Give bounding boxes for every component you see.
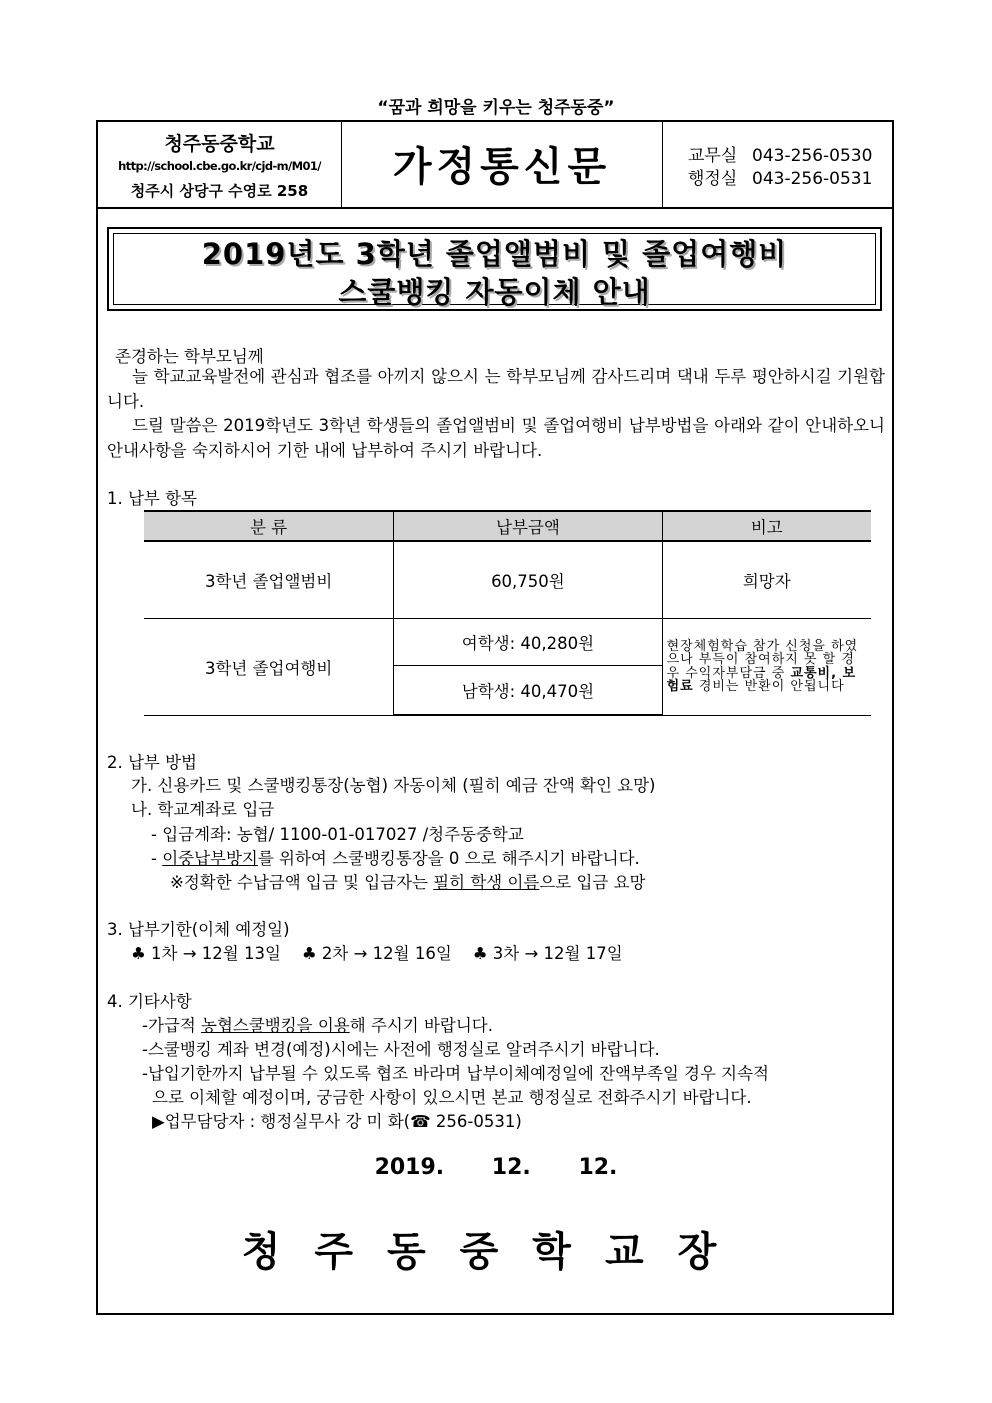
item1-underlined: 농협스쿨뱅킹을 이용	[201, 1016, 350, 1035]
notice-title-line1: 2019년도 3학년 졸업앨범비 및 졸업여행비	[201, 237, 788, 271]
issue-date: 2019. 12. 12.	[374, 1155, 618, 1180]
payment-schedule: ♣ 1차 → 12월 13일 ♣ 2차 → 12월 16일 ♣ 3차 → 12월 17일	[131, 944, 623, 963]
method-ga: 가. 신용카드 및 스쿨뱅킹통장(농협) 자동이체 (필히 예금 잔액 확인 요망)	[131, 776, 656, 795]
deposit-caution	[170, 869, 645, 893]
table-header-amount: 납부금액	[394, 511, 662, 541]
school-address: 청주시 상당구 수영로 258	[130, 182, 309, 200]
table-header-category: 분 류	[144, 511, 394, 541]
item1-suffix: 해 주시기 바랍니다.	[349, 1016, 493, 1035]
double-payment-notice	[151, 845, 640, 869]
intro-paragraph-2: 드릴 말씀은 2019학년도 3학년 학생들의 졸업앨범비 및 졸업여행비 납부방법을 아래와 같이 안내하오니 안내사항을 숙지하시어 기한 내에 납부하여 주시기 바랍니다.	[107, 416, 885, 460]
trip-amount-female: 여학생: 40,280원	[394, 618, 662, 665]
payment-items-table	[144, 510, 871, 716]
other-item-3-line1: -납입기한까지 납부될 수 있도록 협조 바라며 납부이체예정일에 잔액부족일 경우 지속적	[142, 1064, 769, 1083]
caution-suffix: 으로 입금 요망	[539, 873, 646, 892]
section3-heading: 3. 납부기한(이체 예정일)	[107, 920, 290, 939]
trip-note	[662, 618, 871, 715]
album-category: 3학년 졸업앨범비	[144, 541, 394, 618]
principal-signature: 청주동중학교장	[241, 1229, 751, 1275]
trip-amount-male: 남학생: 40,470원	[394, 665, 662, 715]
newsletter-title: 가정통신문	[392, 144, 612, 190]
dup-underlined: 이중납부방지	[162, 849, 258, 868]
other-item-3-line2: 으로 이체할 예정이며, 궁금한 사항이 있으시면 본교 행정실로 전화주시기 바랍니다.	[152, 1088, 752, 1107]
method-na: 나. 학교계좌로 입금	[131, 800, 275, 819]
caution-underlined: 필히 학생 이름	[433, 873, 540, 892]
trip-category: 3학년 졸업여행비	[144, 618, 394, 715]
header-divider-left	[341, 120, 342, 208]
phone-label: 교무실	[688, 146, 738, 166]
phone-teachers-office	[688, 141, 872, 166]
greeting: 존경하는 학부모님께	[115, 347, 264, 366]
school-motto: “꿈과 희망을 키우는 청주동중”	[377, 98, 615, 118]
header-divider-right	[662, 120, 663, 208]
school-name: 청주동중학교	[164, 133, 275, 155]
section2-heading: 2. 납부 방법	[107, 753, 197, 772]
section1-heading: 1. 납부 항목	[107, 489, 197, 508]
trip-note-comma: ,	[831, 665, 843, 681]
notice-title-line2: 스쿨뱅킹 자동이체 안내	[338, 275, 651, 309]
other-item-2: -스쿨뱅킹 계좌 변경(예정)시에는 사전에 행정실로 알려주시기 바랍니다.	[142, 1040, 660, 1059]
account-info: - 입금계좌: 농협/ 1100-01-017027 /청주동중학교	[151, 825, 524, 844]
caution-prefix: ※정확한 수납금액 입금 및 입금자는	[170, 873, 434, 892]
phone-admin-office	[688, 164, 872, 189]
header-divider	[96, 207, 894, 209]
school-url: http://school.cbe.go.kr/cjd-m/M01/	[118, 159, 321, 173]
item1-prefix: -가급적	[142, 1016, 202, 1035]
album-amount: 60,750원	[394, 541, 662, 618]
table-header-note: 비고	[662, 511, 871, 541]
dup-suffix: 를 위하여 스쿨뱅킹통장을 0 으로 해주시기 바랍니다.	[257, 849, 640, 868]
trip-note-bold-transport: 교통비	[790, 665, 832, 681]
section4-heading: 4. 기타사항	[107, 992, 192, 1011]
trip-note-text-end: 경비는 반환이 안됩니다	[693, 679, 845, 694]
trip-note-text: 현장체험학습 참가 신청을 하였으나 부득이 참여하지 못 할 경우 수익자부담금 중	[666, 638, 859, 681]
dup-prefix: -	[151, 849, 163, 868]
phone-number: 043-256-0531	[752, 169, 873, 189]
album-note: 희망자	[662, 541, 871, 618]
intro-paragraph-1: 늘 학교교육발전에 관심과 협조를 아끼지 않으시 는 학부모님께 감사드리며 댁내 두루 평안하시길 기원합니다.	[107, 367, 885, 411]
phone-number: 043-256-0530	[752, 146, 873, 166]
phone-label: 행정실	[688, 169, 738, 189]
trip-note-bold-insurance: 보험료	[666, 665, 857, 694]
contact-person: ▶업무담당자 : 행정실무사 강 미 화(☎ 256-0531)	[152, 1112, 522, 1131]
other-item-1	[142, 1012, 493, 1036]
